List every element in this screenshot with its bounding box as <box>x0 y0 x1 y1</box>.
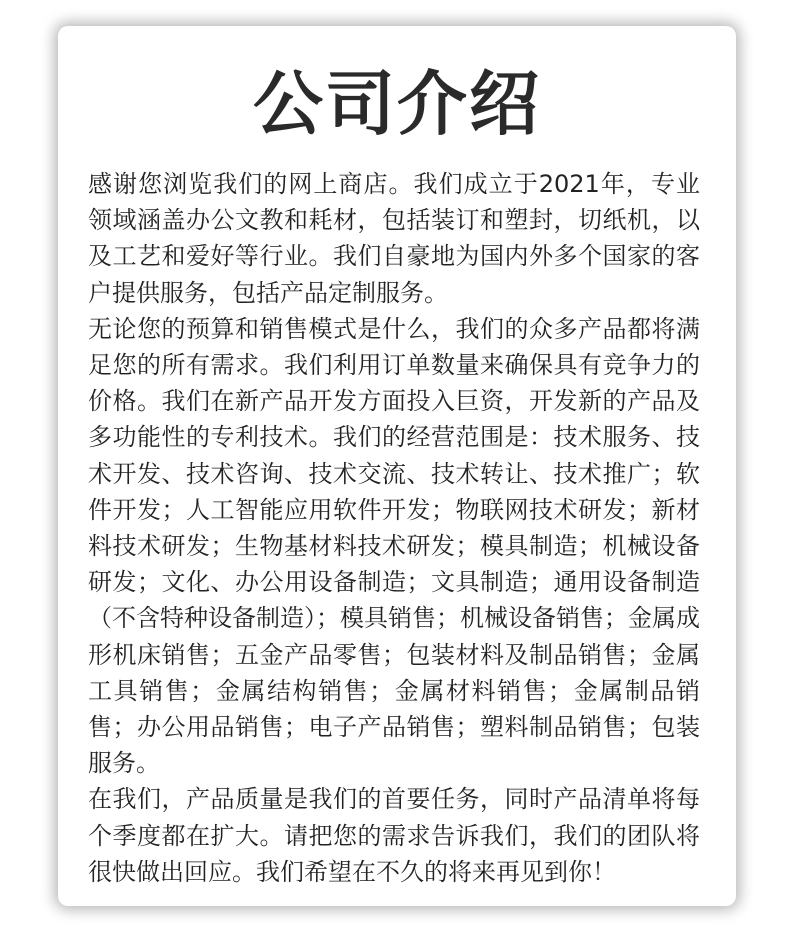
page-title: 公司介绍 <box>253 63 541 145</box>
intro-body <box>88 166 700 890</box>
intro-paragraph-2: 无论您的预算和销售模式是什么，我们的众多产品都将满足您的所有需求。我们利用订单数量来确保具有竞争力的价格。我们在新产品开发方面投入巨资，开发新的产品及多功能性的专利技术。我们的经营范围是：技术服务、技术开发、技术咨询、技术交流、技术转让、技术推广；软件开发；人工智能应用软件开发；物联网技术研发；新材料技术研发；生物基材料技术研发；模具制造；机械设备研发；文化、办公用设备制造；文具制造；通用设备制造（不含特种设备制造）；模具销售；机械设备销售；金属成形机床销售；五金产品零售；包装材料及制品销售；金属工具销售；金属结构销售；金属材料销售；金属制品销售；办公用品销售；电子产品销售；塑料制品销售；包装服务。 <box>88 314 700 778</box>
intro-paragraph-3: 在我们，产品质量是我们的首要任务，同时产品清单将每个季度都在扩大。请把您的需求告诉我们，我们的团队将很快做出回应。我们希望在不久的将来再见到你！ <box>88 785 700 886</box>
company-intro-card <box>58 26 736 906</box>
intro-paragraph-1: 感谢您浏览我们的网上商店。我们成立于2021年，专业领域涵盖办公文教和耗材，包括装订和塑封，切纸机，以及工艺和爱好等行业。我们自豪地为国内外多个国家的客户提供服务，包括产品定制服务。 <box>88 170 700 307</box>
